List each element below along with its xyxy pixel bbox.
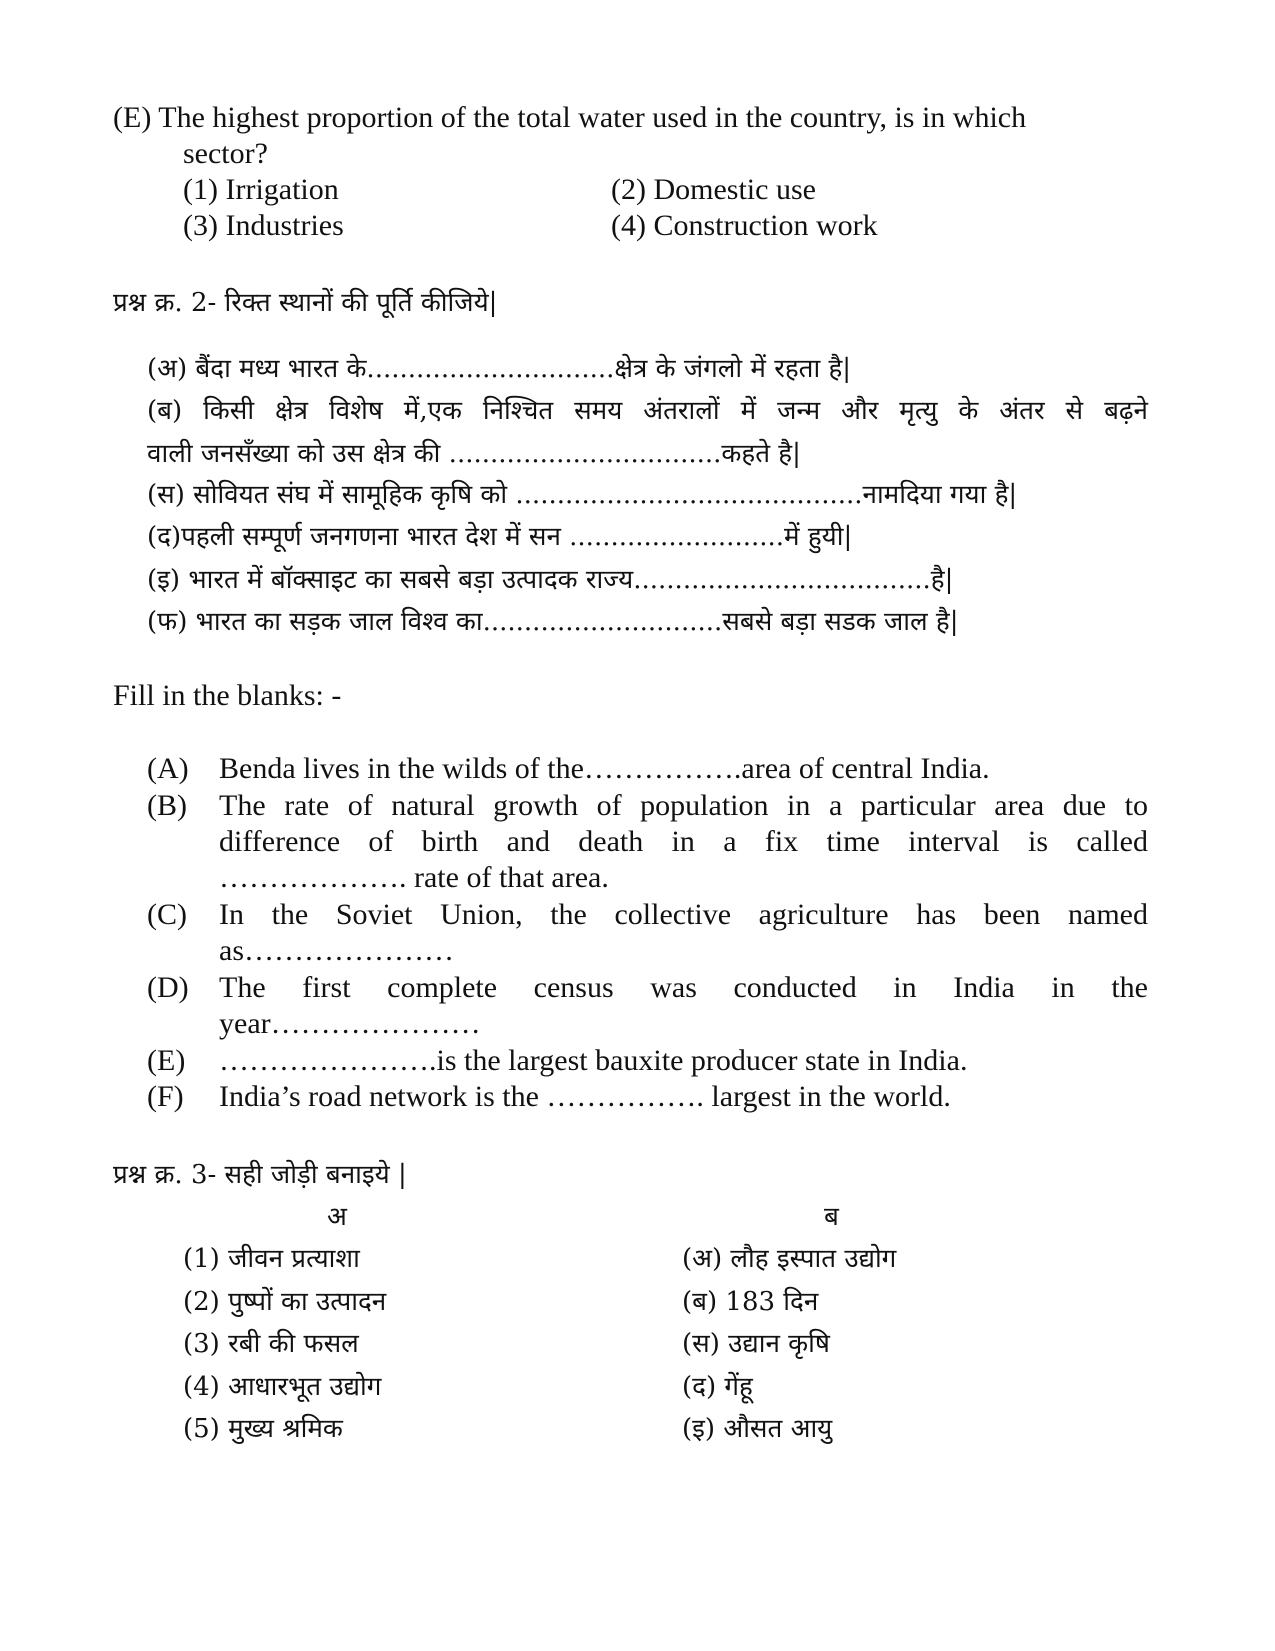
q2-hindi-item-b-line2: वाली जनसँख्या को उस क्षेत्र की .................................कहते है| [147, 439, 801, 469]
fill-item-label: (B) [147, 789, 187, 822]
fill-item-e: ………………….is the largest bauxite producer state in India. [219, 1044, 968, 1077]
q1e-option-3: (3) Industries [183, 209, 344, 242]
q3-heading: प्रश्न क्र. 3- सही जोड़ी बनाइये | [113, 1160, 407, 1190]
fill-item-b-line1: The rate of natural growth of population in a particular area due to [219, 789, 1148, 822]
q2-hindi-item-a: (अ) बैंदा मध्य भारत के..............................क्षेत्र के जंगलो में रहता है| [147, 354, 852, 384]
fill-item-d-line2: year………………… [219, 1007, 481, 1040]
q3-right-item: (द) गेंहू [682, 1372, 753, 1402]
q2-hindi-item-e: (इ) भारत में बॉक्साइट का सबसे बड़ा उत्पादक राज्य....................................है| [147, 565, 954, 595]
q1e-question-line1: (E) The highest proportion of the total water used in the country, is in which [113, 101, 1027, 134]
q3-right-item: (अ) लौह इस्पात उद्योग [682, 1244, 897, 1274]
q2-hindi-item-d: (द)पहली सम्पूर्ण जनगणना भारत देश में सन ..........................में हुयी| [147, 522, 853, 552]
q2-hindi-heading: प्रश्न क्र. 2- रिक्त स्थानों की पूर्ति कीजिये| [113, 288, 498, 318]
q3-left-item: (4) आधारभूत उद्योग [183, 1372, 382, 1402]
fill-item-b-line2: difference of birth and death in a fix time interval is called [219, 825, 1148, 858]
q2-hindi-item-b-line1: (ब) किसी क्षेत्र विशेष में,एक निश्चित समय अंतरालों में जन्म और मृत्यु के अंतर से बढ़ने [147, 396, 1148, 426]
q3-right-item: (स) उद्यान कृषि [682, 1329, 830, 1359]
q1e-question-line2: sector? [183, 137, 268, 170]
q3-column-b-heading: ब [824, 1202, 839, 1232]
fill-item-b-line3: ………………. rate of that area. [219, 861, 609, 894]
q2-hindi-item-f: (फ) भारत का सड़क जाल विश्व का.............................सबसे बड़ा सडक जाल है| [147, 607, 959, 637]
q3-left-item: (3) रबी की फसल [183, 1329, 359, 1359]
fill-item-f: India’s road network is the ……………. largest in the world. [219, 1080, 951, 1113]
q3-left-item: (2) पुष्पों का उत्पादन [183, 1287, 387, 1317]
q3-column-a-heading: अ [327, 1202, 347, 1232]
fill-item-a: Benda lives in the wilds of the…………….area of central India. [219, 752, 990, 785]
q3-right-item: (ब) 183 दिन [682, 1287, 819, 1317]
fill-item-label: (D) [147, 971, 189, 1004]
q3-left-item: (1) जीवन प्रत्याशा [183, 1244, 360, 1274]
fill-item-label: (E) [147, 1044, 186, 1077]
fill-item-c-line2: as………………… [219, 934, 454, 967]
fill-item-d-line1: The first complete census was conducted in India in the [219, 971, 1148, 1004]
q1e-option-2: (2) Domestic use [611, 173, 816, 206]
q2-english-heading: Fill in the blanks: - [113, 679, 342, 712]
fill-item-label: (F) [147, 1080, 184, 1113]
fill-item-label: (A) [147, 752, 189, 785]
q3-right-item: (इ) औसत आयु [682, 1414, 833, 1444]
q1e-option-4: (4) Construction work [611, 209, 878, 242]
fill-item-c-line1: In the Soviet Union, the collective agriculture has been named [219, 898, 1148, 931]
fill-item-label: (C) [147, 898, 187, 931]
q2-hindi-item-c: (स) सोवियत संघ में सामूहिक कृषि को ..........................................नामदिया गया है| [147, 480, 1018, 510]
q3-left-item: (5) मुख्य श्रमिक [183, 1414, 343, 1444]
q1e-option-1: (1) Irrigation [183, 173, 339, 206]
